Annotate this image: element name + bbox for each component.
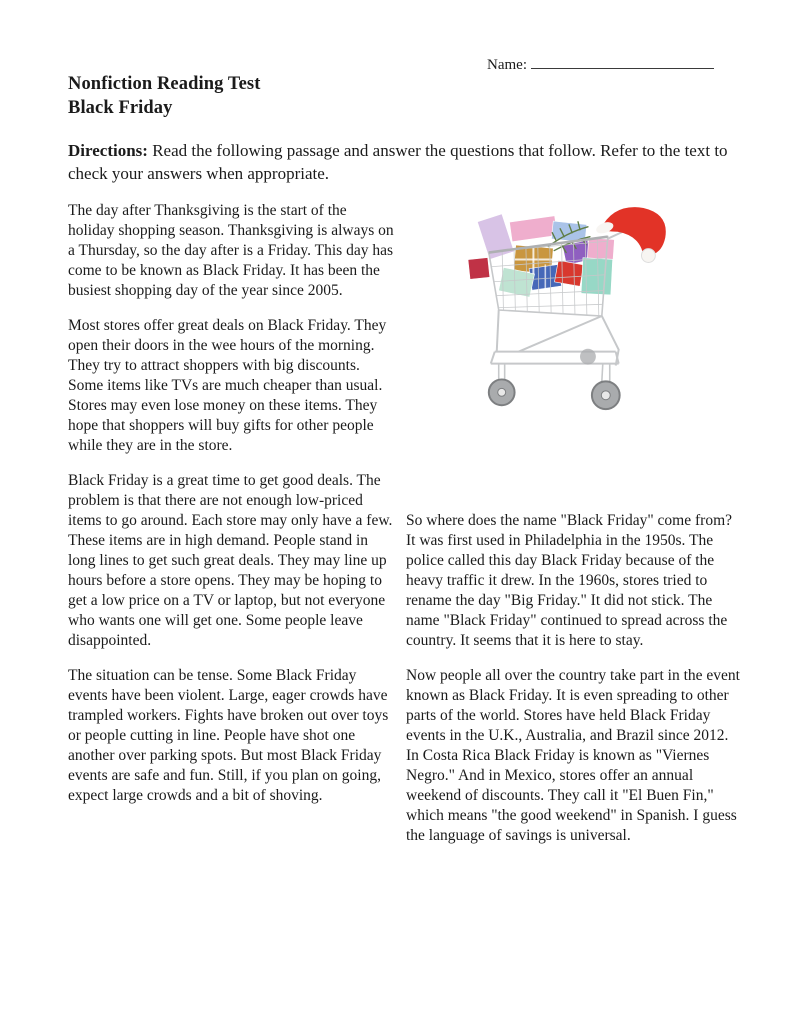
gift-box	[468, 258, 490, 280]
passage-left-column	[68, 201, 394, 861]
paragraph-4: The situation can be tense. Some Black Friday events have been violent. Large, eager crowds have trampled workers. Fights have broken out over toys or people cutting in line. People have shot one another over parking spots. But most Black Friday events are safe and fun. Still, if you plan on going, expect large crowds and a bit of shoving.	[68, 667, 389, 804]
shopping-cart-illustration	[456, 201, 706, 429]
paragraph-2: Most stores offer great deals on Black Friday. They open their doors in the wee hours of the morning. They try to attract shoppers with big discounts. Some items like TVs are much cheaper than usual. Stores may even lose money on these items. They hope that shoppers will buy gifts for other people while they are in the store.	[68, 317, 387, 454]
gift-box	[509, 216, 557, 242]
gift-box	[555, 260, 584, 286]
directions-label: Directions:	[68, 141, 148, 160]
cart-wheel-rear	[592, 381, 620, 409]
paragraph-6: Now people all over the country take part in the event known as Black Friday. It is even spreading to other parts of the world. Stores have held Black Friday events in the U.K., Australia, and Brazil since 2012. In Costa Rica Black Friday is known as "Viernes Negro." And in Mexico, stores offer an annual weekend of discounts. They call it "El Buen Fin," which means "the good weekend" in Spanish. I guess the language of savings is universal.	[406, 667, 740, 844]
name-blank-line	[531, 54, 714, 69]
cart-wheel-rear-far	[580, 349, 596, 365]
directions-text: Read the following passage and answer the questions that follow. Refer to the text to check your answers when appropriate.	[68, 141, 728, 183]
title-line-2: Black Friday	[68, 97, 173, 118]
paragraph-1: The day after Thanksgiving is the start of the holiday shopping season. Thanksgiving is always on a Thursday, so the day after is a Friday. This day has come to be known as Black Friday. It has been the busiest shopping day of the year since 2005.	[68, 202, 394, 299]
title-line-1: Nonfiction Reading Test	[68, 74, 261, 94]
passage-right-column	[406, 201, 744, 861]
name-row	[487, 54, 714, 74]
directions	[68, 139, 744, 185]
page-title	[68, 73, 260, 120]
gift-box	[587, 238, 614, 262]
passage-columns	[68, 201, 744, 861]
shopping-cart-figure	[456, 201, 706, 429]
paragraph-5: So where does the name "Black Friday" come from? It was first used in Philadelphia in the 1950s. The police called this day Black Friday because of the heavy traffic it drew. In the 1960s, stores tried to rename the day "Big Friday." It did not stick. The name "Black Friday" continued to spread across the country. It seems that it is here to stay.	[406, 512, 732, 649]
paragraph-3: Black Friday is a great time to get good deals. The problem is that there are not enough low-priced items to go around. Each store may only have a few. These items are in high demand. People stand in long lines to get such great deals. They may line up hours before a store opens. They may be hoping to get a low price on a TV or laptop, but not everyone who wants one will get one. Some people leave disappointed.	[68, 472, 393, 649]
cart-wheel-front	[489, 379, 515, 405]
name-label: Name:	[487, 57, 527, 73]
